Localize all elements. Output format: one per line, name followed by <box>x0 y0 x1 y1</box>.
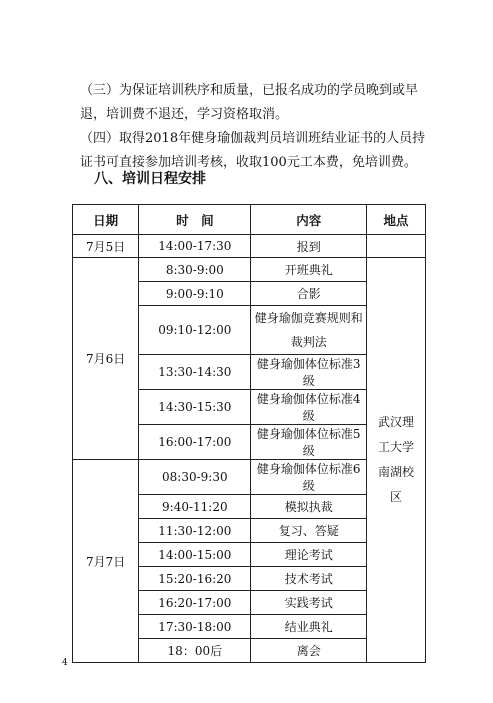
date-cell: 7月5日 <box>73 235 139 258</box>
time-cell: 11:30-12:00 <box>139 519 251 543</box>
time-cell: 9:00-9:10 <box>139 282 251 306</box>
content-cell: 报到 <box>251 235 367 258</box>
place-cell-empty <box>366 235 425 258</box>
section-heading-schedule: 八、培训日程安排 <box>94 171 206 187</box>
content-cell: 离会 <box>251 639 367 663</box>
content-cell: 技术考试 <box>251 567 367 591</box>
content-cell: 理论考试 <box>251 543 367 567</box>
time-cell: 16:00-17:00 <box>139 425 251 460</box>
schedule-table <box>72 204 426 663</box>
time-cell: 17:30-18:00 <box>139 615 251 639</box>
content-cell: 健身瑜伽体位标准3级 <box>251 355 367 390</box>
time-cell: 09:10-12:00 <box>139 306 251 355</box>
time-cell: 8:30-9:00 <box>139 258 251 282</box>
paragraph-certificate-rule: （四）取得2018年健身瑜伽裁判员培训班结业证书的人员持证书可直接参加培训考核，收取100元工本费，免培训费。 <box>80 131 426 170</box>
content-cell: 模拟执裁 <box>251 495 367 519</box>
time-cell: 13:30-14:30 <box>139 355 251 390</box>
time-cell: 18：00后 <box>139 639 251 663</box>
time-cell: 16:20-17:00 <box>139 591 251 615</box>
content-cell: 复习、答疑 <box>251 519 367 543</box>
time-cell: 14:00-15:00 <box>139 543 251 567</box>
header-content: 内容 <box>251 205 367 235</box>
page-number: 4 <box>62 658 68 668</box>
time-cell: 9:40-11:20 <box>139 495 251 519</box>
date-cell: 7月7日 <box>73 460 139 663</box>
date-cell: 7月6日 <box>73 258 139 460</box>
content-cell: 合影 <box>251 282 367 306</box>
content-cell: 健身瑜伽体位标准5级 <box>251 425 367 460</box>
place-text: 武汉理工大学南湖校区 <box>377 415 414 504</box>
table-header-row <box>73 205 426 235</box>
content-cell: 健身瑜伽体位标准6级 <box>251 460 367 495</box>
content-cell: 健身瑜伽竞赛规则和裁判法 <box>251 306 367 355</box>
place-cell <box>366 258 425 663</box>
time-cell: 15:20-16:20 <box>139 567 251 591</box>
table-row <box>73 235 426 258</box>
header-time: 时 间 <box>139 205 251 235</box>
content-cell: 健身瑜伽体位标准4级 <box>251 390 367 425</box>
header-place: 地点 <box>366 205 425 235</box>
paragraph-attendance-rule: （三）为保证培训秩序和质量，已报名成功的学员晚到或早退，培训费不退还，学习资格取消。 <box>80 83 419 122</box>
time-cell: 08:30-9:30 <box>139 460 251 495</box>
content-cell: 实践考试 <box>251 591 367 615</box>
time-cell: 14:00-17:30 <box>139 235 251 258</box>
table-row <box>73 258 426 282</box>
content-cell: 开班典礼 <box>251 258 367 282</box>
header-date: 日期 <box>73 205 139 235</box>
time-cell: 14:30-15:30 <box>139 390 251 425</box>
content-cell: 结业典礼 <box>251 615 367 639</box>
